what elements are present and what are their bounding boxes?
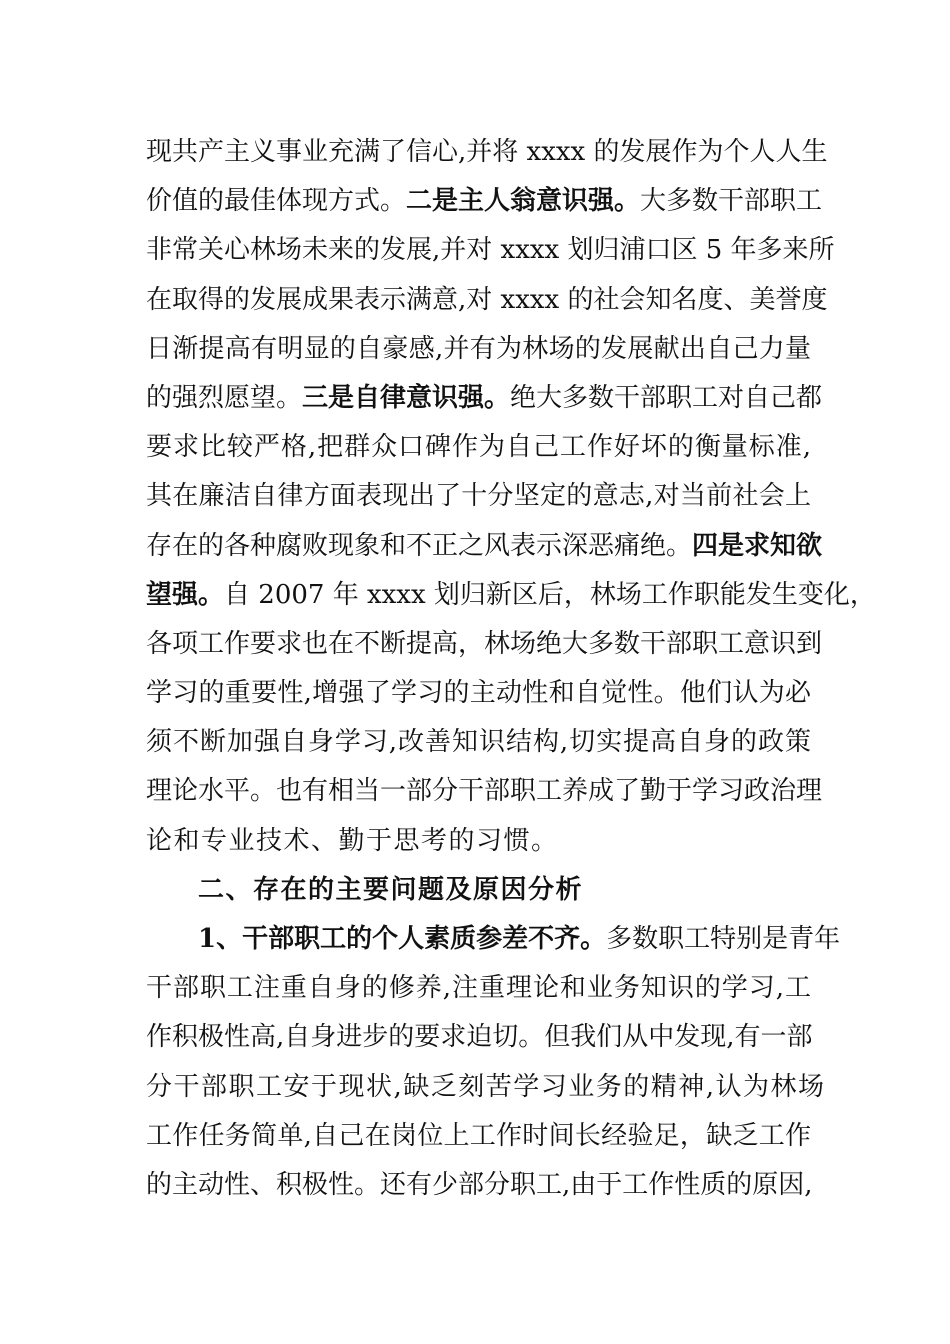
text-line <box>146 669 811 718</box>
text-line <box>146 472 811 521</box>
text-line <box>146 522 823 571</box>
text-run: 的主动性、积极性。还有少部分职工,由于工作性质的原因, <box>146 1169 813 1200</box>
text-line <box>146 964 811 1013</box>
text-run: 其在廉洁自律方面表现出了十分坚定的意志,对当前社会上 <box>146 481 811 512</box>
text-line <box>146 817 811 866</box>
text-run: 要求比较严格,把群众口碑作为自己工作好坏的衡量标准, <box>146 432 811 463</box>
text-run: 作积极性高,自身进步的要求迫切。但我们从中发现,有一部 <box>146 1022 813 1053</box>
text-line <box>146 325 811 374</box>
bold-text-run: 二、存在的主要问题及原因分析 <box>198 874 584 905</box>
text-run: 论和专业技术、勤于思考的习惯。 <box>146 825 559 856</box>
text-run: 理论水平。也有相当一部分干部职工养成了勤于学习政治理 <box>146 776 823 807</box>
text-line <box>146 276 828 325</box>
text-run: 自 2007 年 xxxx 划归新区后，林场工作职能发生变化， <box>224 579 876 610</box>
text-run: 在取得的发展成果表示满意,对 xxxx 的社会知名度、美誉度 <box>146 284 828 315</box>
text-line <box>146 226 835 275</box>
text-run: 多数职工特别是青年 <box>606 924 841 954</box>
bold-text-run: 四是求知欲 <box>692 530 823 561</box>
text-line <box>146 423 811 472</box>
bold-text-run: 1、干部职工的个人素质参差不齐。 <box>198 924 607 954</box>
text-line <box>146 1112 811 1161</box>
text-run: 工作任务简单,自己在岗位上工作时间长经验足，缺乏工作 <box>146 1120 811 1151</box>
text-run: 须不断加强自身学习,改善知识结构,切实提高自身的政策 <box>146 727 811 758</box>
bold-text-run: 三是自律意识强。 <box>302 382 511 413</box>
text-line <box>146 374 823 423</box>
text-line <box>146 1161 811 1210</box>
text-run: 现共产主义事业充满了信心,并将 xxxx 的发展作为个人人生 <box>146 137 828 167</box>
text-run: 干部职工注重自身的修养,注重理论和业务知识的学习,工 <box>146 973 811 1004</box>
text-line <box>146 767 823 816</box>
text-run: 绝大多数干部职工对自己都 <box>510 382 823 413</box>
text-run: 学习的重要性,增强了学习的主动性和自觉性。他们认为必 <box>146 678 811 709</box>
text-run: 分干部职工安于现状,缺乏刻苦学习业务的精神,认为林场 <box>146 1071 826 1102</box>
text-line <box>146 571 876 620</box>
bold-text-run: 望强。 <box>146 579 225 610</box>
text-run: 日渐提高有明显的自豪感,并有为林场的发展献出自己力量 <box>146 333 811 364</box>
text-line <box>146 1013 811 1062</box>
text-line <box>146 620 823 669</box>
text-run: 的强烈愿望。 <box>146 382 303 413</box>
text-run: 各项工作要求也在不断提高，林场绝大多数干部职工意识到 <box>146 628 823 659</box>
text-run: 大多数干部职工 <box>640 186 823 217</box>
text-line <box>146 177 823 226</box>
text-run: 价值的最佳体现方式。 <box>146 186 407 217</box>
text-run: 非常关心林场未来的发展,并对 xxxx 划归浦口区 5 年多来所 <box>146 235 835 266</box>
bold-text-run: 二是主人翁意识强。 <box>406 186 641 217</box>
text-run: 存在的各种腐败现象和不正之风表示深恶痛绝。 <box>146 530 693 561</box>
text-line <box>146 718 811 767</box>
text-line <box>146 1063 826 1112</box>
section-heading <box>146 866 811 915</box>
text-line <box>146 128 828 177</box>
document-body <box>146 128 876 1210</box>
text-line <box>146 915 841 964</box>
